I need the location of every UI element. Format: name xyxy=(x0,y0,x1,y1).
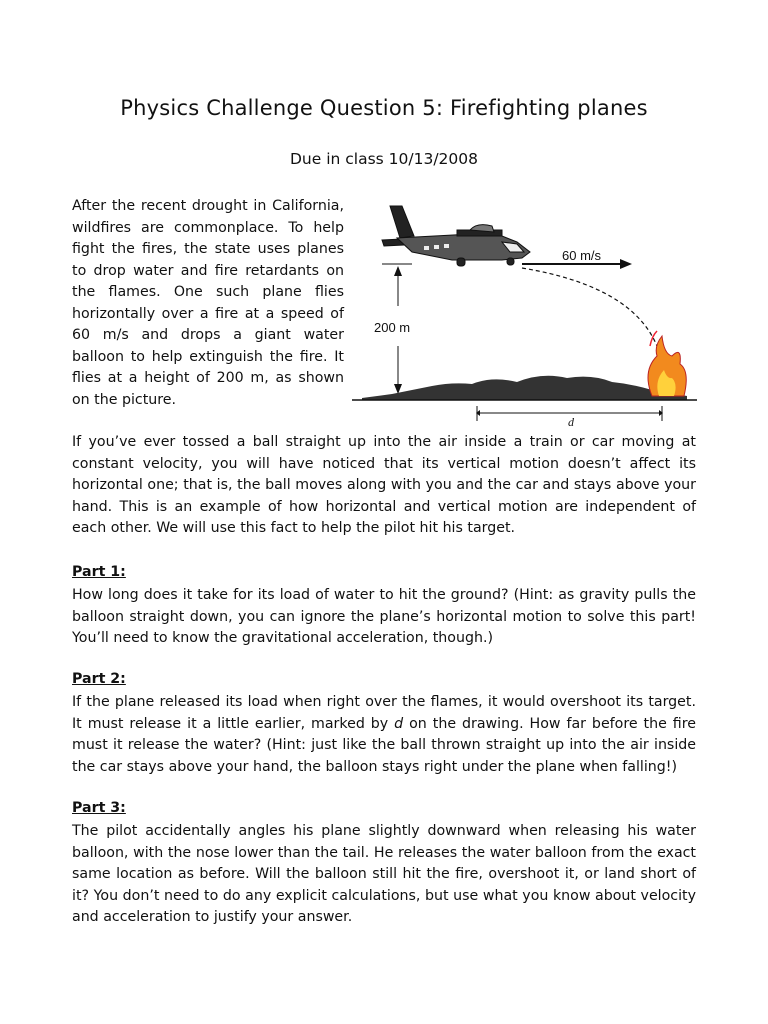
speed-label: 60 m/s xyxy=(562,248,602,263)
page-title: Physics Challenge Question 5: Firefighting planes xyxy=(120,96,648,120)
part3-heading: Part 3: xyxy=(72,800,126,816)
due-date: Due in class 10/13/2008 xyxy=(289,150,479,168)
fire-icon xyxy=(648,331,686,396)
height-label: 200 m xyxy=(374,320,411,335)
firefighting-plane-figure xyxy=(352,196,697,431)
part2-body-b: on the drawing. How far before the fire must it release the water? (Hint: just like the ball thrown straight up into the air inside the car stays above your hand, the balloon stays right under the plane when falling!) xyxy=(72,715,696,775)
ground-hills xyxy=(362,376,687,400)
part2-body-a: If the plane released its load when right over the flames, it would overshoot its target. It must release it a little earlier, marked by xyxy=(72,694,696,732)
part2-body-d: d xyxy=(394,715,404,732)
paragraph-independence: If you’ve ever tossed a ball straight up into the air inside a train or car moving at constant velocity, you will have noticed that its vertical motion doesn’t affect its horizontal one; that is, the ball moves along with you and the car and stays above your hand. This is an example of how horizontal and vertical motion are independent of each other. We will use this fact to help the pilot hit his target. xyxy=(72,434,696,536)
part2-body xyxy=(72,692,696,778)
part1-body: How long does it take for its load of water to hit the ground? (Hint: as gravity pulls the balloon straight down, you can ignore the plane’s horizontal motion to solve this part! You’ll need to know the gravitational acceleration, though.) xyxy=(72,587,696,646)
part1-heading: Part 1: xyxy=(72,564,126,580)
part2-heading: Part 2: xyxy=(72,671,126,687)
distance-label: d xyxy=(568,415,574,429)
intro-paragraph: After the recent drought in California, wildfires are commonplace. To help fight the fires, the state uses planes to drop water and fire retardants on the flames. One such plane flies horizontally over a fire at a speed of 60 m/s and drops a giant water balloon to help extinguish the fire. It flies at a height of 200 m, as shown on the picture. xyxy=(72,198,344,408)
plane-icon xyxy=(382,206,530,266)
part3-body: The pilot accidentally angles his plane slightly downward when releasing his water balloon, with the nose lower than the tail. He releases the water balloon from the exact same location as before. Will the balloon still hit the fire, overshoot it, or land short of it? You don’t need to do any explicit calculations, but use what you know about velocity and acceleration to justify your answer. xyxy=(72,823,696,925)
